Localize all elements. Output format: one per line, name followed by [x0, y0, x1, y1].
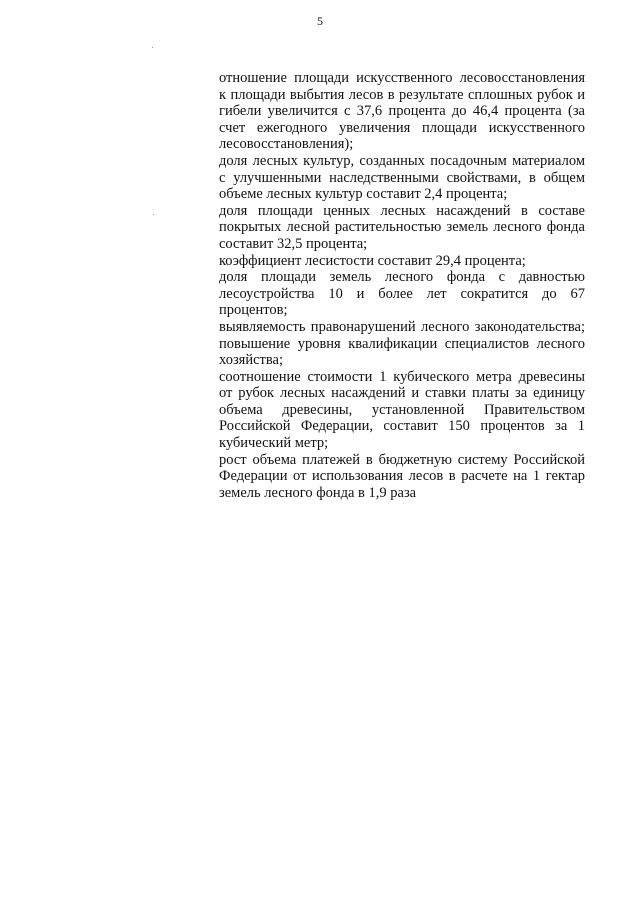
indicator-specialist-qualification: повышение уровня квалификации специалистов лесного хозяйства;: [219, 335, 585, 369]
indicator-improved-planting-share: доля лесных культур, созданных посадочным материалом с улучшенными наследственными свойствами, в общем объеме лесных культур составит 2,4 процента;: [219, 152, 585, 203]
indicator-valuable-stands-share: доля площади ценных лесных насаждений в составе покрытых лесной растительностью земель лесного фонда составит 32,5 процента;: [219, 202, 585, 252]
indicator-reforestation-ratio: отношение площади искусственного лесовосстановления к площади выбытия лесов в результате сплошных рубок и гибели увеличится с 37,6 процента до 46,4 процента (за счет ежегодного увеличения площади искусственного лесовосстановления);: [219, 70, 585, 153]
scan-artifact-dot: [153, 214, 154, 215]
indicator-budget-payments-growth: рост объема платежей в бюджетную систему Российской Федерации от использования лесов в расчете на 1 гектар земель лесного фонда в 1,9 раза: [219, 451, 585, 501]
page-number: 5: [317, 14, 323, 28]
indicator-forest-inventory-age-share: доля площади земель лесного фонда с давностью лесоустройства 10 и более лет сократится до 67 процентов;: [219, 269, 585, 319]
indicator-timber-price-ratio: соотношение стоимости 1 кубического метра древесины от рубок лесных насаждений и ставки платы за единицу объема древесины, установленной Правительством Российской Федерации, составит 150 процентов за 1 кубический метр;: [219, 368, 585, 452]
scan-artifact-dot: [152, 47, 153, 48]
indicator-forest-cover-coefficient: коэффициент лесистости составит 29,4 процента;: [219, 252, 526, 269]
indicator-list: [219, 70, 585, 501]
indicator-violation-detection: выявляемость правонарушений лесного законодательства;: [219, 318, 585, 335]
